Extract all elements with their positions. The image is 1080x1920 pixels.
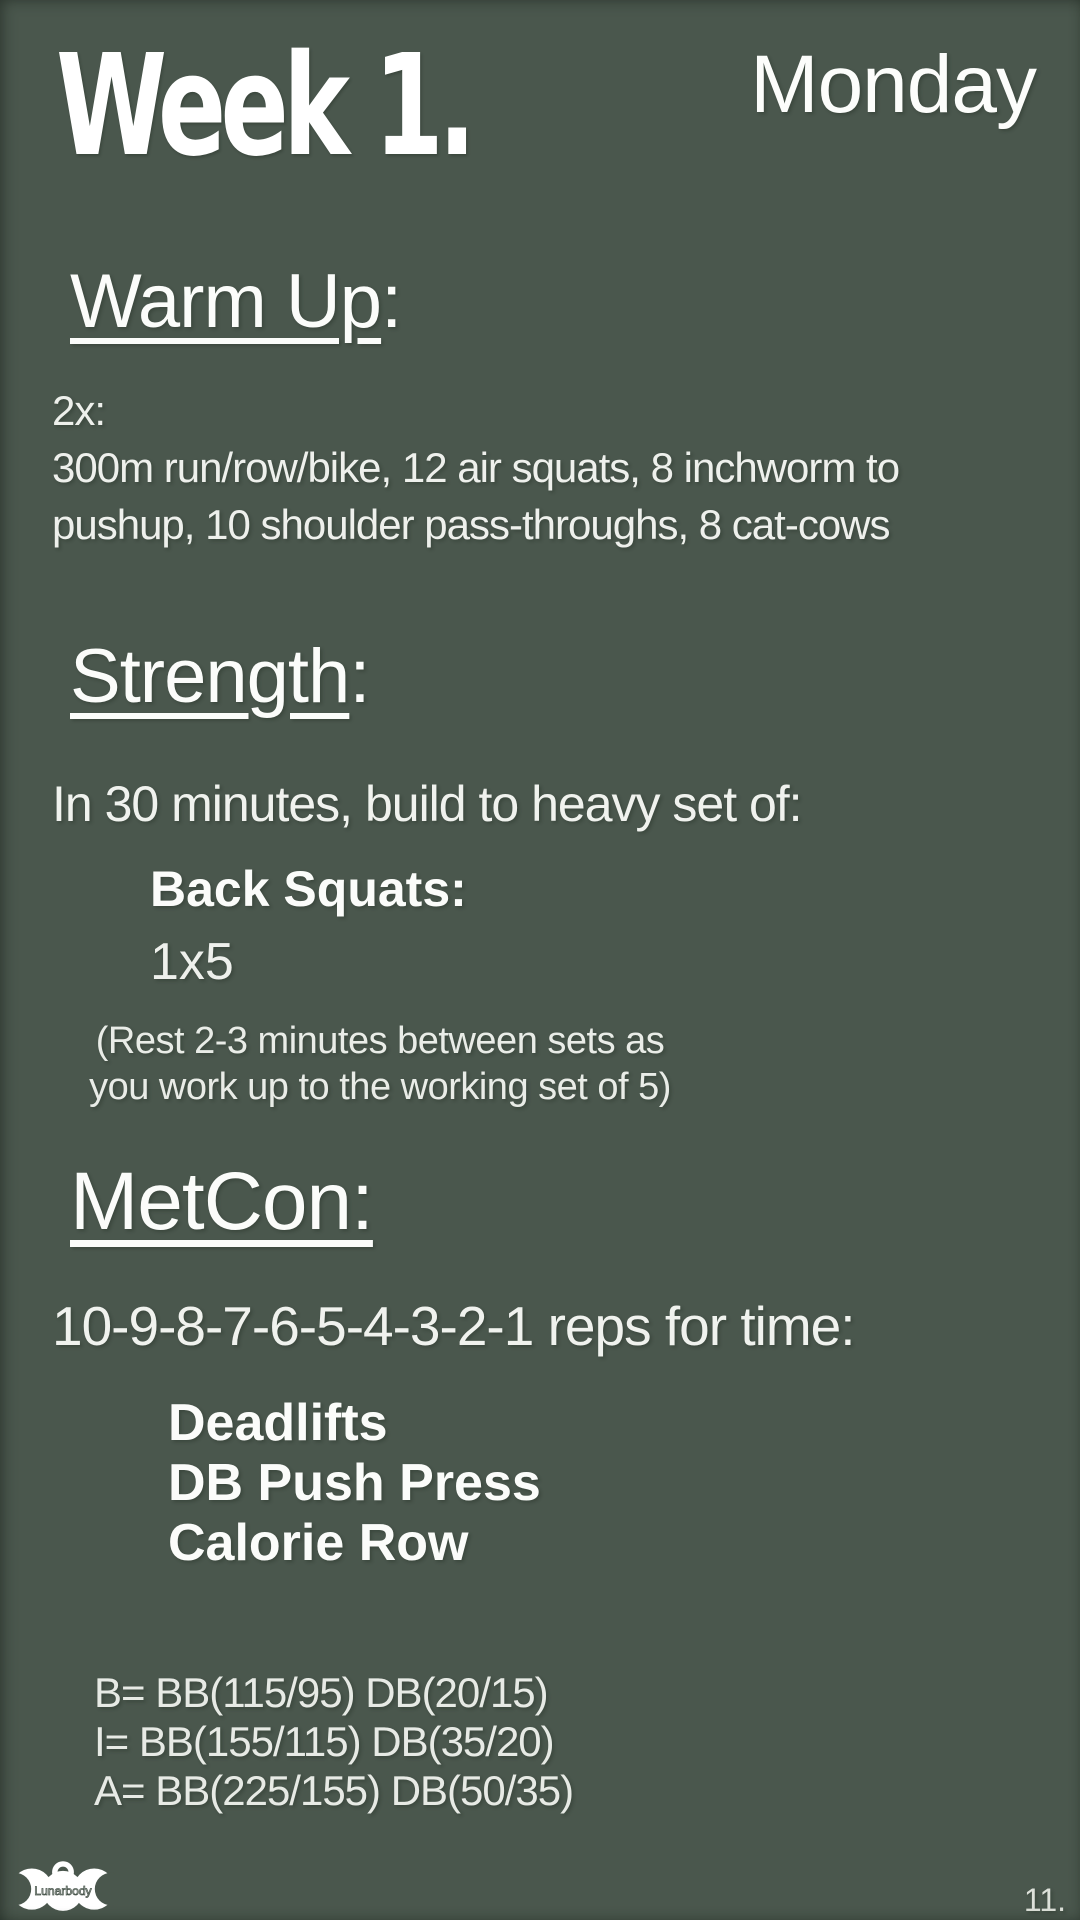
strength-sets: 1x5 xyxy=(150,933,234,991)
strength-heading-text: Strength xyxy=(70,634,350,719)
strength-exercise: Back Squats: xyxy=(150,861,467,917)
warmup-line: 300m run/row/bike, 12 air squats, 8 inchworm to xyxy=(52,444,900,491)
strength-intro: In 30 minutes, build to heavy set of: xyxy=(52,776,802,832)
strength-heading xyxy=(70,633,369,720)
metcon-weight-levels xyxy=(94,1668,573,1815)
warmup-details xyxy=(52,382,899,553)
weight-level: B= BB(115/95) DB(20/15) xyxy=(94,1669,548,1716)
metcon-exercises xyxy=(168,1393,541,1573)
warmup-heading-text: Warm Up xyxy=(70,259,382,344)
metcon-exercise: DB Push Press xyxy=(168,1454,541,1512)
warmup-line: pushup, 10 shoulder pass-throughs, 8 cat-cows xyxy=(52,501,890,548)
strength-heading-colon: : xyxy=(349,634,370,719)
metcon-exercise: Calorie Row xyxy=(168,1514,469,1572)
week-title: Week 1. xyxy=(56,25,471,188)
warmup-heading xyxy=(70,258,401,345)
page-number: 11. xyxy=(1023,1882,1066,1918)
day-title: Monday xyxy=(750,39,1036,130)
weight-level: A= BB(225/155) DB(50/35) xyxy=(94,1767,574,1814)
strength-rest-note xyxy=(55,1018,705,1110)
rest-note-line: you work up to the working set of 5) xyxy=(89,1066,671,1108)
warmup-line: 2x: xyxy=(52,387,106,434)
logo-text: Lunarbody xyxy=(34,1884,92,1899)
lunarbody-logo-icon xyxy=(10,1852,116,1914)
metcon-scheme: 10-9-8-7-6-5-4-3-2-1 reps for time: xyxy=(52,1295,855,1357)
metcon-heading: MetCon: xyxy=(70,1156,373,1247)
warmup-heading-colon: : xyxy=(381,259,402,344)
rest-note-line: (Rest 2-3 minutes between sets as xyxy=(95,1020,665,1062)
weight-level: I= BB(155/115) DB(35/20) xyxy=(94,1718,554,1765)
metcon-exercise: Deadlifts xyxy=(168,1394,388,1452)
